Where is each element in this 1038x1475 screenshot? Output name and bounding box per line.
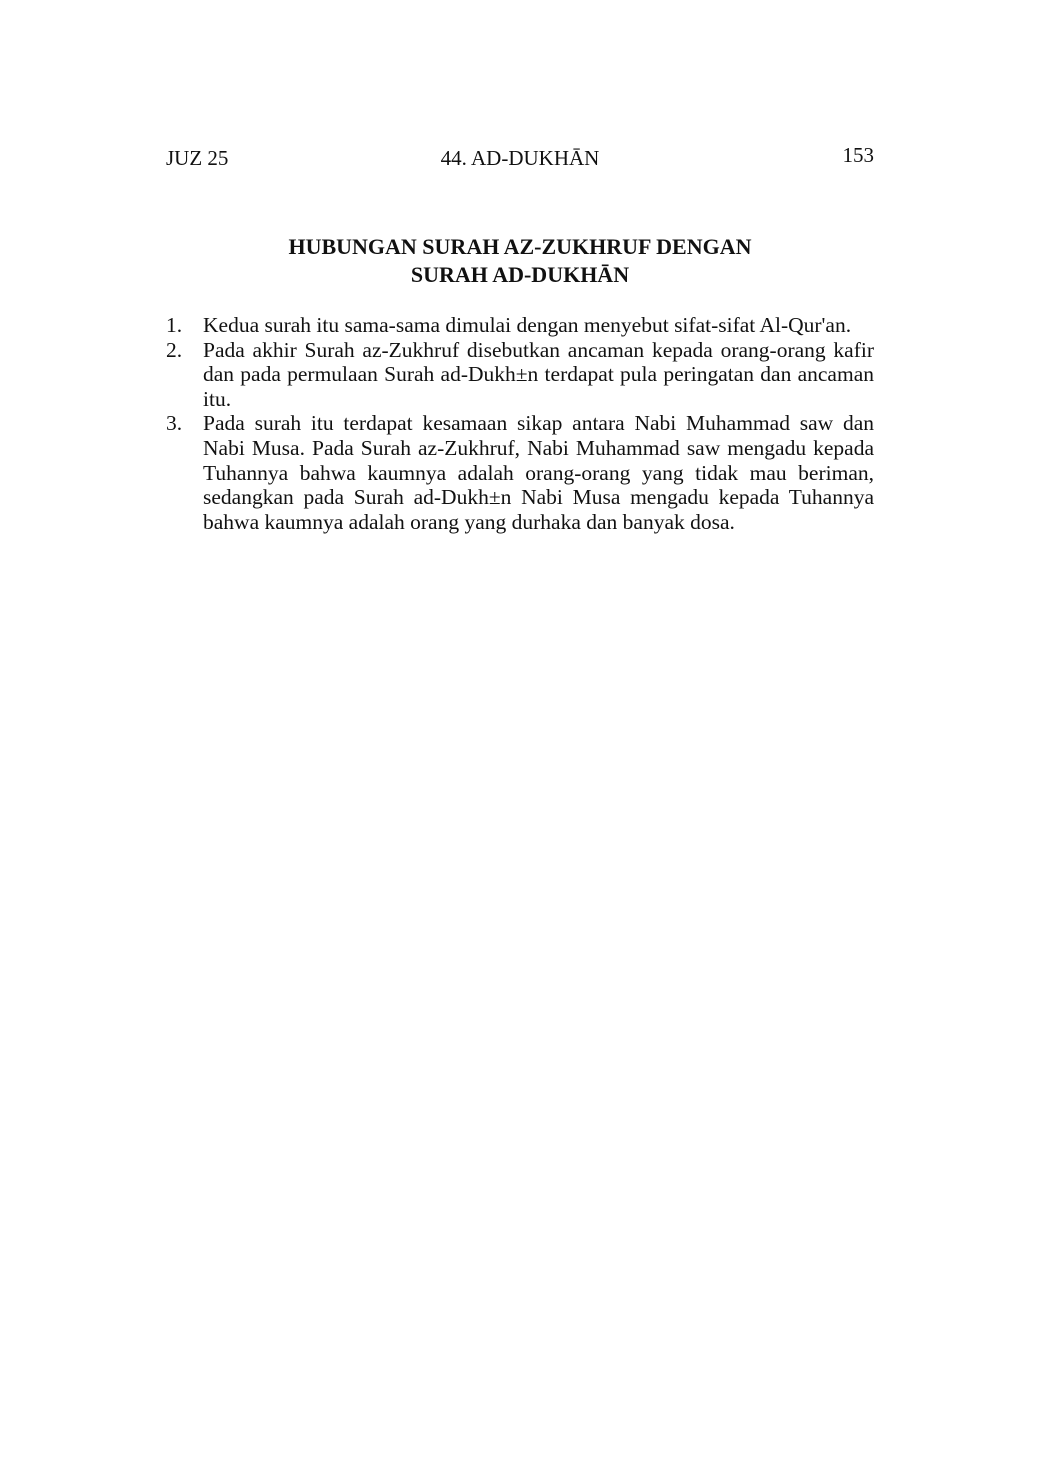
list-item [166, 338, 874, 412]
list-item-text: Pada surah itu terdapat kesamaan sikap antara Nabi Muhammad saw dan Nabi Musa. Pada Surah az-Zukhruf, Nabi Muhammad saw mengadu kepada Tuhannya bahwa kaumnya adalah orang-orang yang tidak mau beriman, sedangkan pada Surah ad-Dukh±n Nabi Musa mengadu kepada Tuhannya bahwa kaumnya adalah orang yang durhaka dan banyak dosa. [203, 411, 874, 534]
list-item-text: Pada akhir Surah az-Zukhruf disebutkan ancaman kepada orang-orang kafir dan pada permulaan Surah ad-Dukh±n terdapat pula peringatan dan ancaman itu. [203, 337, 874, 411]
page-number: 153 [842, 143, 874, 167]
list-item [166, 411, 874, 534]
section-title [166, 233, 874, 289]
list-item-text: Kedua surah itu sama-sama dimulai dengan menyebut sifat-sifat Al-Qur'an. [203, 313, 852, 337]
section-title-line-2: SURAH AD-DUKHĀN [410, 262, 630, 287]
numbered-list [166, 313, 874, 534]
surah-heading: 44. AD-DUKHĀN [440, 146, 600, 170]
list-item-number: 2. [166, 337, 183, 362]
page-header [166, 143, 874, 176]
list-item-number: 3. [166, 411, 183, 436]
section-title-line-1: HUBUNGAN SURAH AZ-ZUKHRUF DENGAN [288, 234, 752, 259]
list-item [166, 313, 874, 338]
list-item-number: 1. [166, 313, 183, 337]
juz-label: JUZ 25 [166, 146, 229, 170]
